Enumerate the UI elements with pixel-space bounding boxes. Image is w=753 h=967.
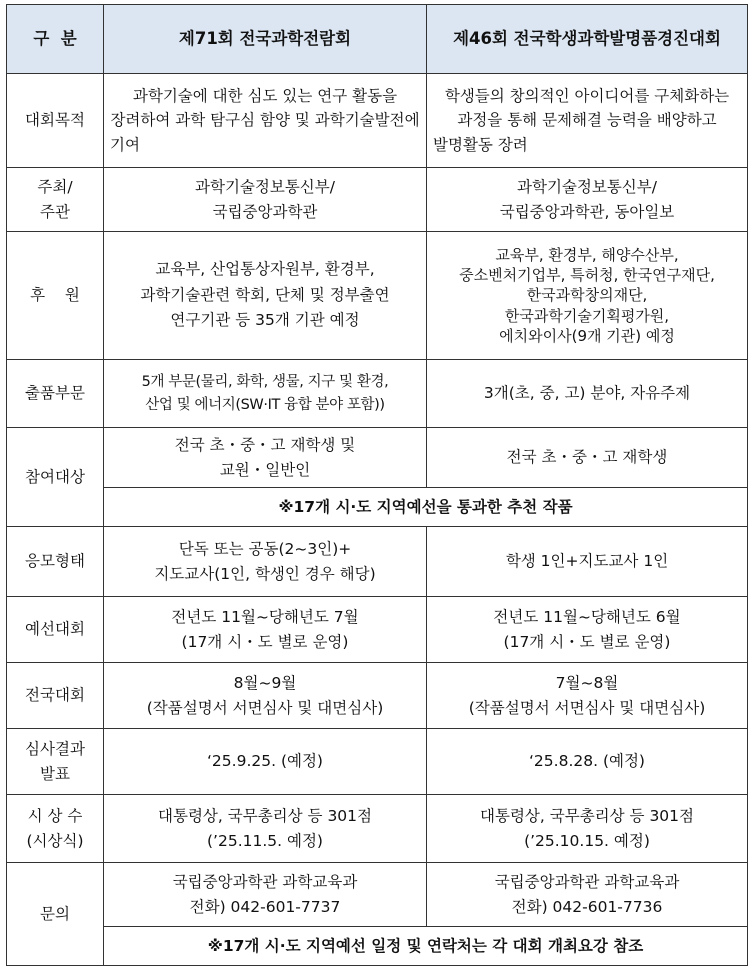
participants-exhibition	[104, 428, 427, 488]
cell-line: 에치와이사(9개 기관) 예정	[499, 326, 675, 345]
cell-line: 5개 부문(물리, 화학, 생물, 지구 및 환경,	[141, 374, 389, 391]
label-line: 시 상 수	[27, 807, 83, 826]
row-awards	[7, 795, 748, 863]
header-row	[7, 5, 748, 74]
cell-line: 중소벤처기업부, 특허청, 한국연구재단,	[459, 266, 715, 285]
results-invention: ‘25.8.28. (예정)	[427, 729, 748, 795]
cell-line: 전국 초・중・고 재학생 및	[174, 436, 356, 455]
row-label-national: 전국대회	[7, 663, 104, 729]
label-line: (시상식)	[26, 831, 84, 850]
header-science-exhibition: 제71회 전국과학전람회	[104, 5, 427, 74]
cell-line: 지도교사(1인, 학생인 경우 해당)	[154, 564, 376, 583]
sponsor-invention	[427, 232, 748, 360]
row-national	[7, 663, 748, 729]
cell-line: 과학기술정보통신부/	[517, 178, 657, 197]
row-label-sponsor: 후 원	[7, 232, 104, 360]
row-contact	[7, 863, 748, 927]
purpose-exhibition: 과학기술에 대한 심도 있는 연구 활동을 장려하여 과학 탐구심 함양 및 과학기술발전에 기여	[104, 74, 427, 168]
category-exhibition	[104, 360, 427, 428]
contact-note: ※17개 시·도 지역예선 일정 및 연락처는 각 대회 개최요강 참조	[104, 927, 748, 966]
category-invention: 3개(초, 중, 고) 분야, 자유주제	[427, 360, 748, 428]
sponsor-exhibition	[104, 232, 427, 360]
cell-line: 국립중앙과학관	[212, 202, 318, 221]
results-exhibition: ‘25.9.25. (예정)	[104, 729, 427, 795]
cell-line: 전화) 042-601-7736	[511, 897, 663, 916]
cell-line: 산업 및 에너지(SW·IT 융합 분야 포함))	[145, 396, 385, 413]
cell-line: (’25.10.15. 예정)	[524, 831, 650, 850]
prelim-invention	[427, 597, 748, 663]
contact-invention	[427, 863, 748, 927]
comparison-table	[6, 4, 748, 966]
row-label-purpose: 대회목적	[7, 74, 104, 168]
cell-line: 한국과학창의재단,	[526, 286, 648, 305]
cell-line: 8월~9월	[233, 674, 297, 693]
label-line: 주관	[40, 202, 70, 221]
cell-line: 교육부, 산업통상자원부, 환경부,	[155, 260, 375, 279]
host-invention	[427, 168, 748, 232]
row-contact-note	[7, 927, 748, 966]
cell-line: 전년도 11월~당해년도 7월	[171, 608, 359, 627]
cell-line: 대통령상, 국무총리상 등 301점	[480, 807, 694, 826]
participants-invention: 전국 초・중・고 재학생	[427, 428, 748, 488]
national-exhibition	[104, 663, 427, 729]
cell-line: (’25.11.5. 예정)	[207, 831, 323, 850]
cell-line: (작품설명서 서면심사 및 대면심사)	[468, 698, 706, 717]
entry-type-invention: 학생 1인+지도교사 1인	[427, 527, 748, 597]
cell-line: 국립중앙과학관, 동아일보	[499, 202, 675, 221]
cell-line: 연구기관 등 35개 기관 예정	[170, 311, 360, 330]
row-host	[7, 168, 748, 232]
label-line: 주최/	[37, 178, 73, 197]
cell-line: (17개 시・도 별로 운영)	[181, 632, 349, 651]
cell-line: 교원・일반인	[219, 460, 311, 479]
row-label-category: 출품부문	[7, 360, 104, 428]
cell-line: 교육부, 환경부, 해양수산부,	[495, 245, 679, 264]
row-label-awards	[7, 795, 104, 863]
participants-note: ※17개 시·도 지역예선을 통과한 추천 작품	[104, 488, 748, 527]
cell-line: 전년도 11월~당해년도 6월	[493, 608, 681, 627]
cell-line: 전화) 042-601-7737	[189, 897, 341, 916]
cell-line: 과학기술관련 학회, 단체 및 정부출연	[140, 285, 390, 304]
row-label-results	[7, 729, 104, 795]
cell-line: 대통령상, 국무총리상 등 301점	[158, 807, 372, 826]
cell-line: 단독 또는 공동(2~3인)+	[178, 540, 352, 559]
row-label-entry-type: 응모형태	[7, 527, 104, 597]
row-prelim	[7, 597, 748, 663]
cell-line: 한국과학기술기획평가원,	[504, 306, 670, 325]
row-results	[7, 729, 748, 795]
host-exhibition	[104, 168, 427, 232]
row-label-prelim: 예선대회	[7, 597, 104, 663]
label-line: 심사결과	[25, 740, 85, 759]
row-sponsor	[7, 232, 748, 360]
header-category: 구 분	[7, 5, 104, 74]
national-invention	[427, 663, 748, 729]
row-purpose	[7, 74, 748, 168]
cell-line: (작품설명서 서면심사 및 대면심사)	[146, 698, 384, 717]
row-label-host	[7, 168, 104, 232]
row-category	[7, 360, 748, 428]
awards-exhibition	[104, 795, 427, 863]
row-entry-type	[7, 527, 748, 597]
row-participants	[7, 428, 748, 488]
cell-line: 국립중앙과학관 과학교육과	[172, 873, 358, 892]
cell-line: 과학기술정보통신부/	[195, 178, 335, 197]
cell-line: (17개 시・도 별로 운영)	[503, 632, 671, 651]
row-participants-note	[7, 488, 748, 527]
cell-line: 7월~8월	[555, 674, 619, 693]
purpose-invention: 학생들의 창의적인 아이디어를 구체화하는 과정을 통해 문제해결 능력을 배양하고 발명활동 장려	[427, 74, 748, 168]
header-invention-contest: 제46회 전국학생과학발명품경진대회	[427, 5, 748, 74]
label-line: 발표	[40, 764, 70, 783]
contact-exhibition	[104, 863, 427, 927]
entry-type-exhibition	[104, 527, 427, 597]
cell-line: 국립중앙과학관 과학교육과	[494, 873, 680, 892]
prelim-exhibition	[104, 597, 427, 663]
awards-invention	[427, 795, 748, 863]
row-label-contact: 문의	[7, 863, 104, 966]
row-label-participants: 참여대상	[7, 428, 104, 527]
